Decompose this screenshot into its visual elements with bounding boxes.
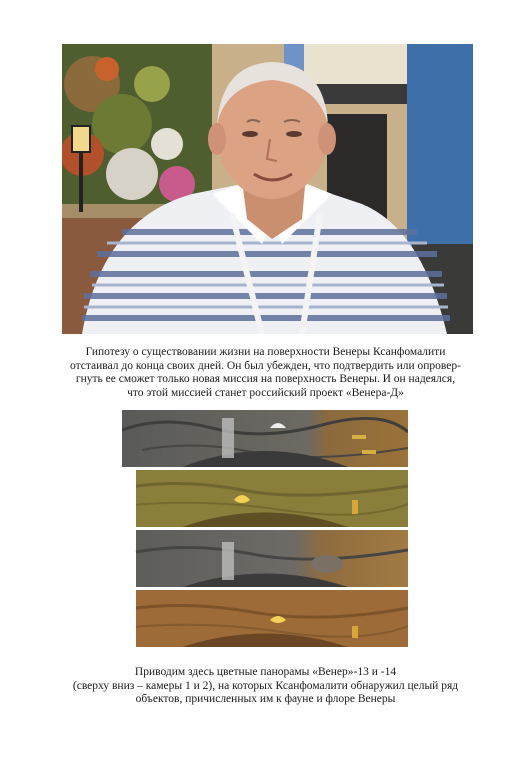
caption-line: (сверху вниз – камеры 1 и 2), на которых Ксанфомалити обнаружил целый ряд	[72, 679, 459, 692]
portrait-photo	[62, 44, 473, 334]
panorama-image-4	[122, 590, 408, 647]
caption-line: Гипотезу о существовании жизни на поверхности Венеры Ксанфомалити	[85, 346, 446, 358]
caption-line: Приводим здесь цветные панорамы «Венер»-13 и -14	[134, 666, 397, 678]
caption-line: объектов, причисленных им к фауне и флоре Венеры	[135, 693, 396, 705]
panorama-caption	[40, 666, 491, 707]
panorama-image-3	[122, 530, 408, 587]
caption-line: гнуть ее сможет только новая миссия на поверхность Венеры. И он надеялся,	[75, 373, 456, 385]
panorama-image-1	[122, 410, 408, 467]
panorama-image-2	[122, 470, 408, 527]
photo-caption	[40, 346, 491, 400]
caption-line: что этой миссией станет российский проект «Венера-Д»	[127, 386, 404, 399]
caption-line: отстаивал до конца своих дней. Он был убежден, что подтвердить или опровер-	[70, 359, 461, 372]
venus-panoramas	[122, 410, 408, 650]
